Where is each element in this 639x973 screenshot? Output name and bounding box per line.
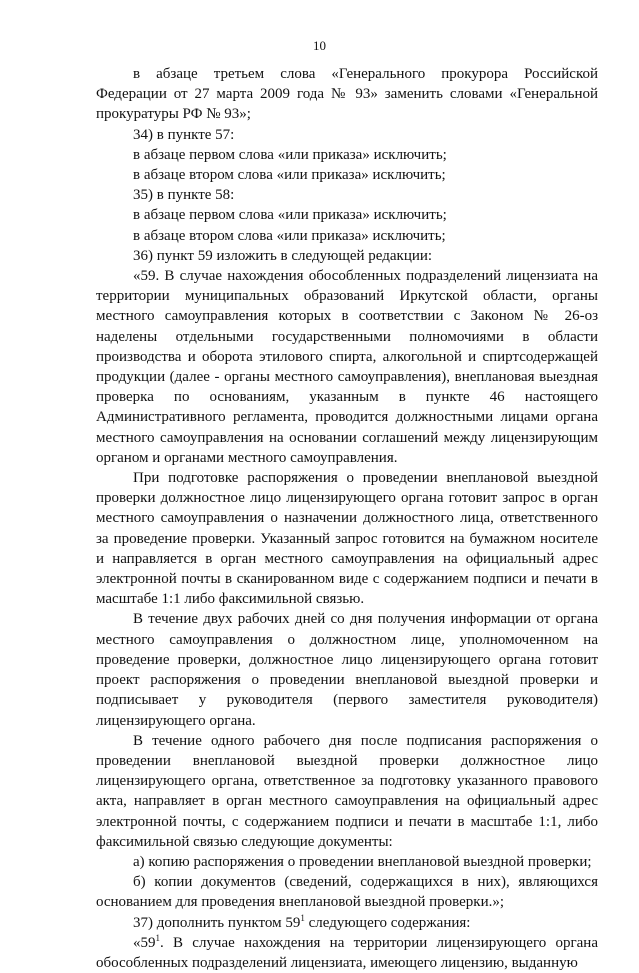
paragraph-item-36: 36) пункт 59 изложить в следующей редакции: xyxy=(133,247,433,264)
paragraph-clause-59-one-day: В течение одного рабочего дня после подписания распоряжения о проведении внеплановой выездной проверки должностное лицо лицензирующего органа, ответственное за подготовку указанного правового акта, направляет в орган местного самоуправления на официальный адрес электронной почты, с содержанием подписи и печати в масштабе 1:1, либо факсимильной связью следующие документы: xyxy=(96,732,598,850)
paragraph-clause-59-item-b: б) копии документов (сведений, содержащихся в них), являющихся основанием для проведения внеплановой выездной проверки.»; xyxy=(96,874,598,911)
paragraph-clause-59-request: При подготовке распоряжения о проведении внеплановой выездной проверки должностное лицо лицензирующего органа готовит запрос в орган местного самоуправления о назначении должностного лица, ответственного за проведение проверки. Указанный запрос готовится на бумажном носителе и направляется в орган местного самоуправления на официальный адрес электронной почты в сканированном виде с содержанием подписи и печати в масштабе 1:1 либо факсимильной связью. xyxy=(96,470,598,608)
clause-59-1-text: . В случае нахождения на территории лицензирующего органа обособленных подразделений лицензиата, имеющего лицензию, выданную xyxy=(96,934,598,971)
clause-59-1-number: «59 xyxy=(133,934,156,951)
paragraph-item-34: 34) в пункте 57: xyxy=(133,126,235,143)
paragraph-item-35-second: в абзаце втором слова «или приказа» исключить; xyxy=(133,227,446,244)
paragraph-clause-59-item-a: а) копию распоряжения о проведении внеплановой выездной проверки; xyxy=(133,853,592,870)
item-37-text: 37) дополнить пунктом 59 xyxy=(133,914,301,931)
paragraph-item-37 xyxy=(96,913,598,933)
paragraph-item-35: 35) в пункте 58: xyxy=(133,187,235,204)
paragraph-clause-59-two-days: В течение двух рабочих дней со дня получения информации от органа местного самоуправления о должностном лице, уполномоченном на проведение проверки, должностное лицо лицензирующего органа готовит проект распоряжения о проведении внеплановой выездной проверки и подписывает у руководителя (первого заместителя руководителя) лицензирующего органа. xyxy=(96,611,598,729)
paragraph-clause-59-1 xyxy=(96,933,598,973)
item-37-superscript: 1 xyxy=(300,912,305,923)
paragraph-item-34-first: в абзаце первом слова «или приказа» исключить; xyxy=(133,146,447,163)
paragraph-clause-59: «59. В случае нахождения обособленных подразделений лицензиата на территории муниципальных образований Иркутской области, органы местного самоуправления которых в соответствии с Законом № 26-оз наделены отдельными государственными полномочиями в области производства и оборота этилового спирта, алкогольной и спиртсодержащей продукции (далее - органы местного самоуправления), внеплановая выездная проверка по основаниям, указанным в пункте 46 настоящего Административного регламента, проводится должностными лицами органа местного самоуправления на основании соглашений между лицензирующим органом и органами местного самоуправления. xyxy=(96,268,598,466)
page-number: 10 xyxy=(313,38,326,53)
document-body xyxy=(96,64,598,973)
clause-59-1-superscript: 1 xyxy=(155,932,160,943)
paragraph-item-34-second: в абзаце втором слова «или приказа» исключить; xyxy=(133,167,446,184)
paragraph-abzac-tretiy: в абзаце третьем слова «Генерального прокурора Российской Федерации от 27 марта 2009 года № 93» заменить словами «Генеральной прокуратуры РФ № 93»; xyxy=(96,66,598,123)
paragraph-item-35-first: в абзаце первом слова «или приказа» исключить; xyxy=(133,207,447,224)
item-37-text-tail: следующего содержания: xyxy=(304,914,471,931)
